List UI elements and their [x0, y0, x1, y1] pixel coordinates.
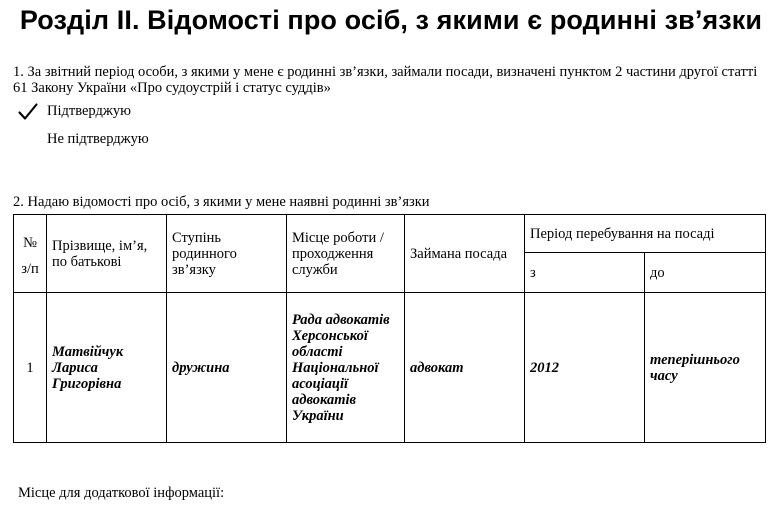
header-position: Займана посада [405, 215, 525, 293]
header-number [14, 215, 47, 293]
question-2-text: 2. Надаю відомості про осіб, з якими у мене наявні родинні зв’язки [13, 194, 430, 210]
question-1-text: 1. За звітний період особи, з якими у мене є родинні зв’язки, займали посади, визначені пунктом 2 частини другої статті 61 Закону України «Про судоустрій і статус суддів» [13, 64, 758, 96]
section-title: Розділ ІІ. Відомості про осіб, з якими є родинні зв’язки [19, 5, 763, 35]
header-from: з [525, 253, 645, 293]
row-from: 2012 [525, 293, 645, 443]
row-number: 1 [14, 293, 47, 443]
relatives-table [13, 214, 766, 443]
row-position: адвокат [405, 293, 525, 443]
header-number-label: з/п [21, 260, 39, 277]
additional-info-label: Місце для додаткової інформації: [18, 485, 225, 501]
header-workplace: Місце роботи /проходження служби [287, 215, 405, 293]
row-to: теперішнього часу [645, 293, 766, 443]
option-confirm[interactable]: Підтверджую [47, 103, 131, 119]
row-relation: дружина [167, 293, 287, 443]
header-number-symbol: № [23, 234, 37, 251]
option-not-confirm[interactable]: Не підтверджую [47, 131, 149, 147]
header-name: Прізвище, ім’я, по батькові [47, 215, 167, 293]
header-relation: Ступінь родинного зв’язку [167, 215, 287, 293]
table-row [14, 293, 766, 443]
header-period: Період перебування на посаді [525, 215, 766, 253]
row-workplace: Рада адвокатів Херсонської області Національної асоціації адвокатів України [287, 293, 405, 443]
row-name: Матвійчук Лариса Григорівна [47, 293, 167, 443]
header-to: до [645, 253, 766, 293]
checkmark-icon [18, 102, 38, 122]
